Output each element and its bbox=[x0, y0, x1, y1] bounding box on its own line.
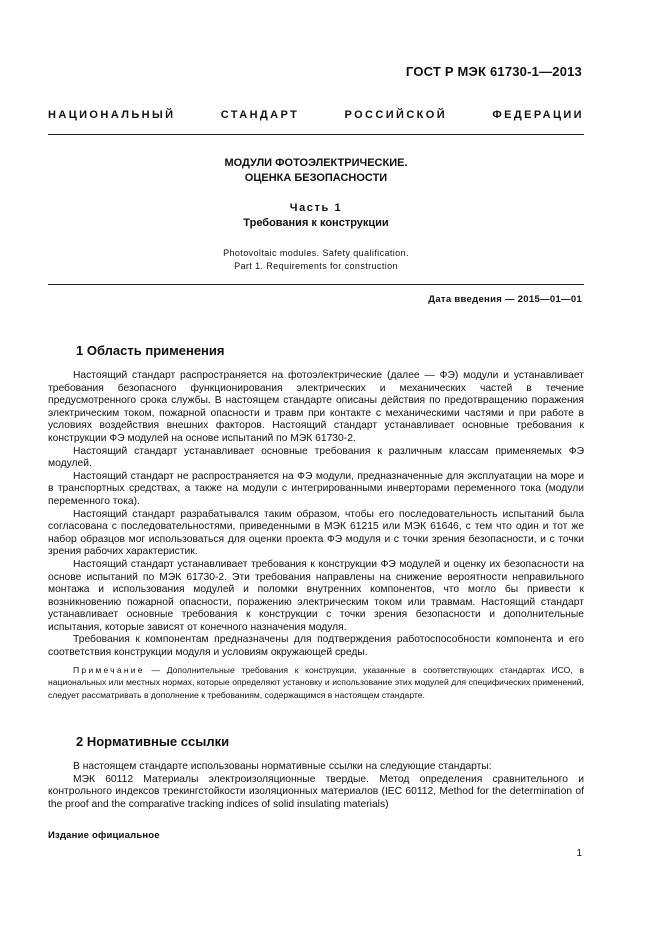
national-standard-banner: НАЦИОНАЛЬНЫЙ СТАНДАРТ РОССИЙСКОЙ ФЕДЕРАЦИИ bbox=[48, 109, 584, 121]
top-divider bbox=[48, 134, 584, 135]
paragraph: Настоящий стандарт распространяется на фотоэлектрические (далее — ФЭ) модули и устанавливает требования безопасного функционирования электрических и механических частей в течение предусмотренного срока службы. В настоящем стандарте описаны действия по предотвращению поражения электрическим током, пожарной опасности и травм при контакте с механическими частями и при работе в условиях воздействия внешних факторов. Настоящий стандарт устанавливает основные требования к конструкции ФЭ модулей на основе испытаний по МЭК 61730-2. bbox=[48, 370, 584, 444]
introduction-date: Дата введения — 2015—01—01 bbox=[428, 294, 582, 305]
section-2-heading: 2 Нормативные ссылки bbox=[76, 734, 230, 749]
title-block bbox=[48, 156, 584, 273]
standard-number: ГОСТ Р МЭК 61730-1—2013 bbox=[405, 64, 582, 79]
paragraph: Настоящий стандарт устанавливает требования к конструкции ФЭ модулей и оценку их безопасности на основе испытаний по МЭК 61730-2. Эти требования направлены на снижение вероятности неправильного монтажа и использования модулей и поломки внутренних компонентов, что могло бы привести к возникновению пожарной опасности, поражению электрическим током или травмам. Настоящий стандарт устанавливает основные требования к конструкции с точки зрения безопасности и дополнительные испытания, которые зависят от конечного назначения модуля. bbox=[48, 558, 584, 633]
section-normative-references bbox=[48, 734, 584, 811]
page-number: 1 bbox=[576, 848, 582, 859]
paragraph: Настоящий стандарт не распространяется на ФЭ модули, предназначенные для эксплуатации на море и в транспортных средствах, а также на модули с интегрированными инверторами переменного тока (модули переменного тока). bbox=[48, 470, 584, 507]
paragraph: МЭК 60112 Материалы электроизоляционные твердые. Метод определения сравнительного и контрольного индексов трекингстойкости изоляционных материалов (IEC 60112, Method for the determination of the proof and the comparative tracking indices of solid insulating materials) bbox=[48, 773, 584, 810]
paragraph: Настоящий стандарт разрабатывался таким образом, чтобы его последовательность испытаний была согласована с последовательностями, приведенными в МЭК 61215 или МЭК 61646, с тем что один и тот же набор образцов мог использоваться для оценки проекта ФЭ модуля и с точки зрения безопасности, и с точки зрения рабочих характеристик. bbox=[48, 508, 584, 558]
part-number: Часть 1 bbox=[289, 202, 343, 214]
title-divider bbox=[48, 284, 584, 285]
section-1-body bbox=[48, 370, 584, 660]
part-title: Требования к конструкции bbox=[243, 217, 389, 229]
note bbox=[48, 664, 584, 702]
paragraph: Требования к компонентам предназначены для подтверждения работоспособности компонента и его соответствия конструкции модуля и условиям окружающей среды. bbox=[48, 634, 584, 659]
paragraph: Настоящий стандарт устанавливает основные требования к различным классам применяемых ФЭ модулей. bbox=[48, 445, 584, 470]
title-line-1: МОДУЛИ ФОТОЭЛЕКТРИЧЕСКИЕ. bbox=[224, 157, 408, 169]
title-line-2: ОЦЕНКА БЕЗОПАСНОСТИ bbox=[244, 172, 388, 184]
note-label: Примечание bbox=[73, 664, 145, 675]
section-scope bbox=[48, 343, 584, 701]
section-2-body bbox=[48, 761, 584, 811]
english-title-line-2: Part 1. Requirements for construction bbox=[234, 261, 398, 271]
official-edition-label: Издание официальное bbox=[48, 830, 160, 841]
section-1-heading: 1 Область применения bbox=[76, 343, 225, 358]
paragraph: В настоящем стандарте использованы нормативные ссылки на следующие стандарты: bbox=[73, 761, 492, 772]
english-title-line-1: Photovoltaic modules. Safety qualification. bbox=[223, 248, 409, 258]
note-text: — Дополнительные требования к конструкции, указанные в соответствующих стандартах ИСО, в национальных или местных нормах, которые определяют установку и использование этих модулей для специфических применений, следует рассматривать в дополнение к требованиям, содержащимся в настоящем стандарте. bbox=[48, 664, 585, 700]
